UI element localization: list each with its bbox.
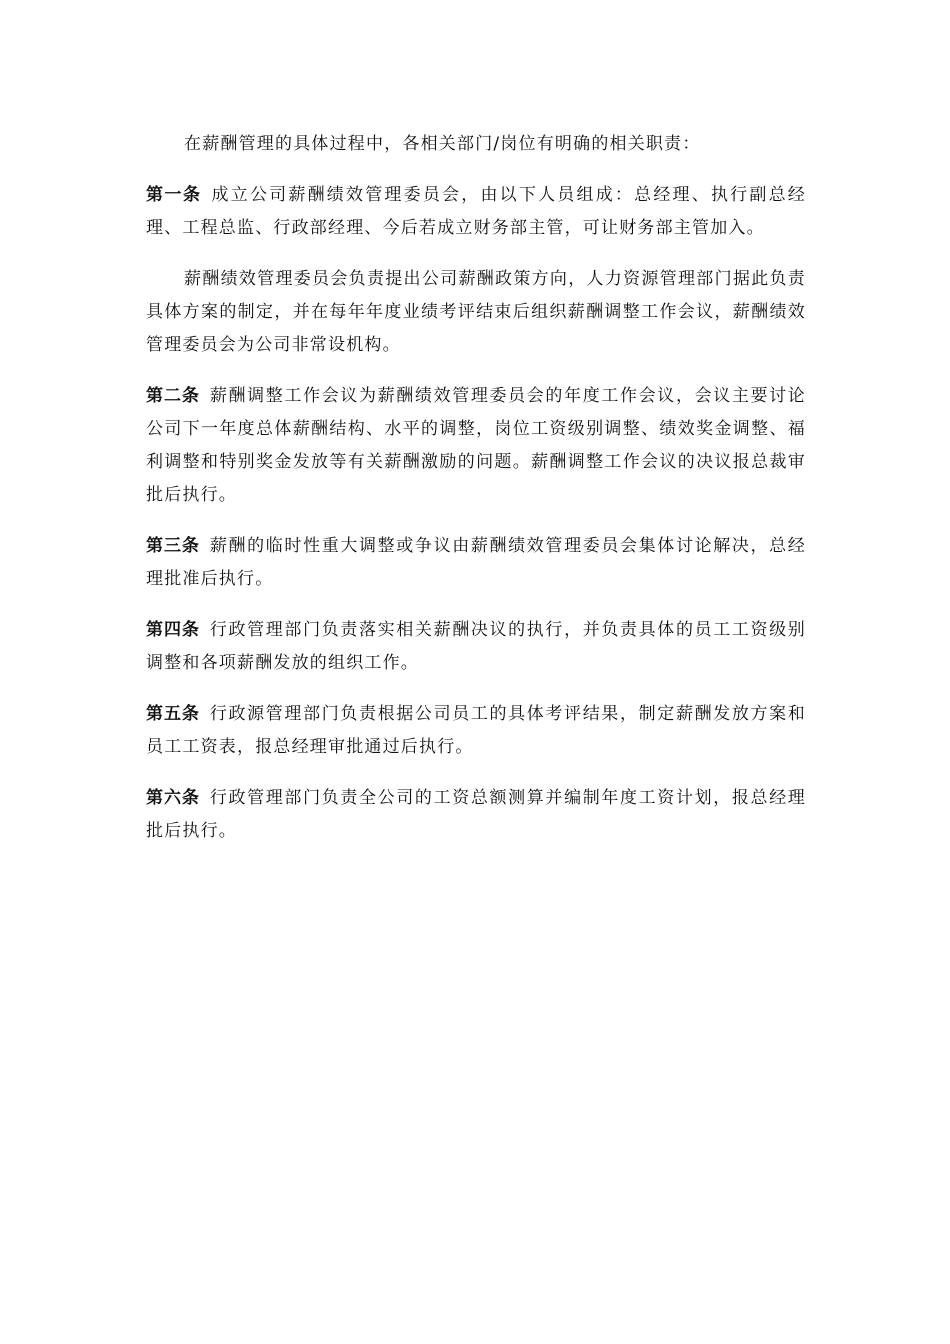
article-2-label: 第二条 bbox=[146, 386, 200, 406]
document-page bbox=[146, 128, 806, 866]
article-6-label: 第六条 bbox=[146, 788, 200, 808]
article-3-label: 第三条 bbox=[146, 536, 200, 556]
article-1 bbox=[146, 179, 806, 245]
article-1-text: 成立公司薪酬绩效管理委员会，由以下人员组成：总经理、执行副总经理、工程总监、行政部经理、今后若成立财务部主管，可让财务部主管加入。 bbox=[146, 185, 806, 238]
article-5-text: 行政源管理部门负责根据公司员工的具体考评结果，制定薪酬发放方案和员工工资表，报总经理审批通过后执行。 bbox=[146, 704, 807, 757]
article-4-label: 第四条 bbox=[146, 620, 200, 640]
article-4-text: 行政管理部门负责落实相关薪酬决议的执行，并负责具体的员工工资级别调整和各项薪酬发放的组织工作。 bbox=[146, 620, 807, 673]
intro-paragraph: 在薪酬管理的具体过程中，各相关部门/岗位有明确的相关职责： bbox=[184, 134, 701, 154]
article-5-label: 第五条 bbox=[146, 704, 200, 724]
article-1-continuation bbox=[146, 263, 806, 362]
article-2-text: 薪酬调整工作会议为薪酬绩效管理委员会的年度工作会议，会议主要讨论公司下一年度总体薪酬结构、水平的调整，岗位工资级别调整、绩效奖金调整、福利调整和特别奖金发放等有关薪酬激励的问题。薪酬调整工作会议的决议报总裁审批后执行。 bbox=[146, 386, 807, 505]
article-6-text: 行政管理部门负责全公司的工资总额测算并编制年度工资计划，报总经理批后执行。 bbox=[146, 788, 807, 841]
article-5 bbox=[146, 698, 806, 764]
article-3-text: 薪酬的临时性重大调整或争议由薪酬绩效管理委员会集体讨论解决，总经理批准后执行。 bbox=[146, 536, 807, 589]
article-3 bbox=[146, 530, 806, 596]
article-1-continuation-text: 薪酬绩效管理委员会负责提出公司薪酬政策方向，人力资源管理部门据此负责具体方案的制定，并在每年年度业绩考评结束后组织薪酬调整工作会议，薪酬绩效管理委员会为公司非常设机构。 bbox=[146, 269, 806, 355]
article-1-label: 第一条 bbox=[146, 185, 202, 205]
article-2 bbox=[146, 380, 806, 512]
article-6 bbox=[146, 782, 806, 848]
article-4 bbox=[146, 614, 806, 680]
